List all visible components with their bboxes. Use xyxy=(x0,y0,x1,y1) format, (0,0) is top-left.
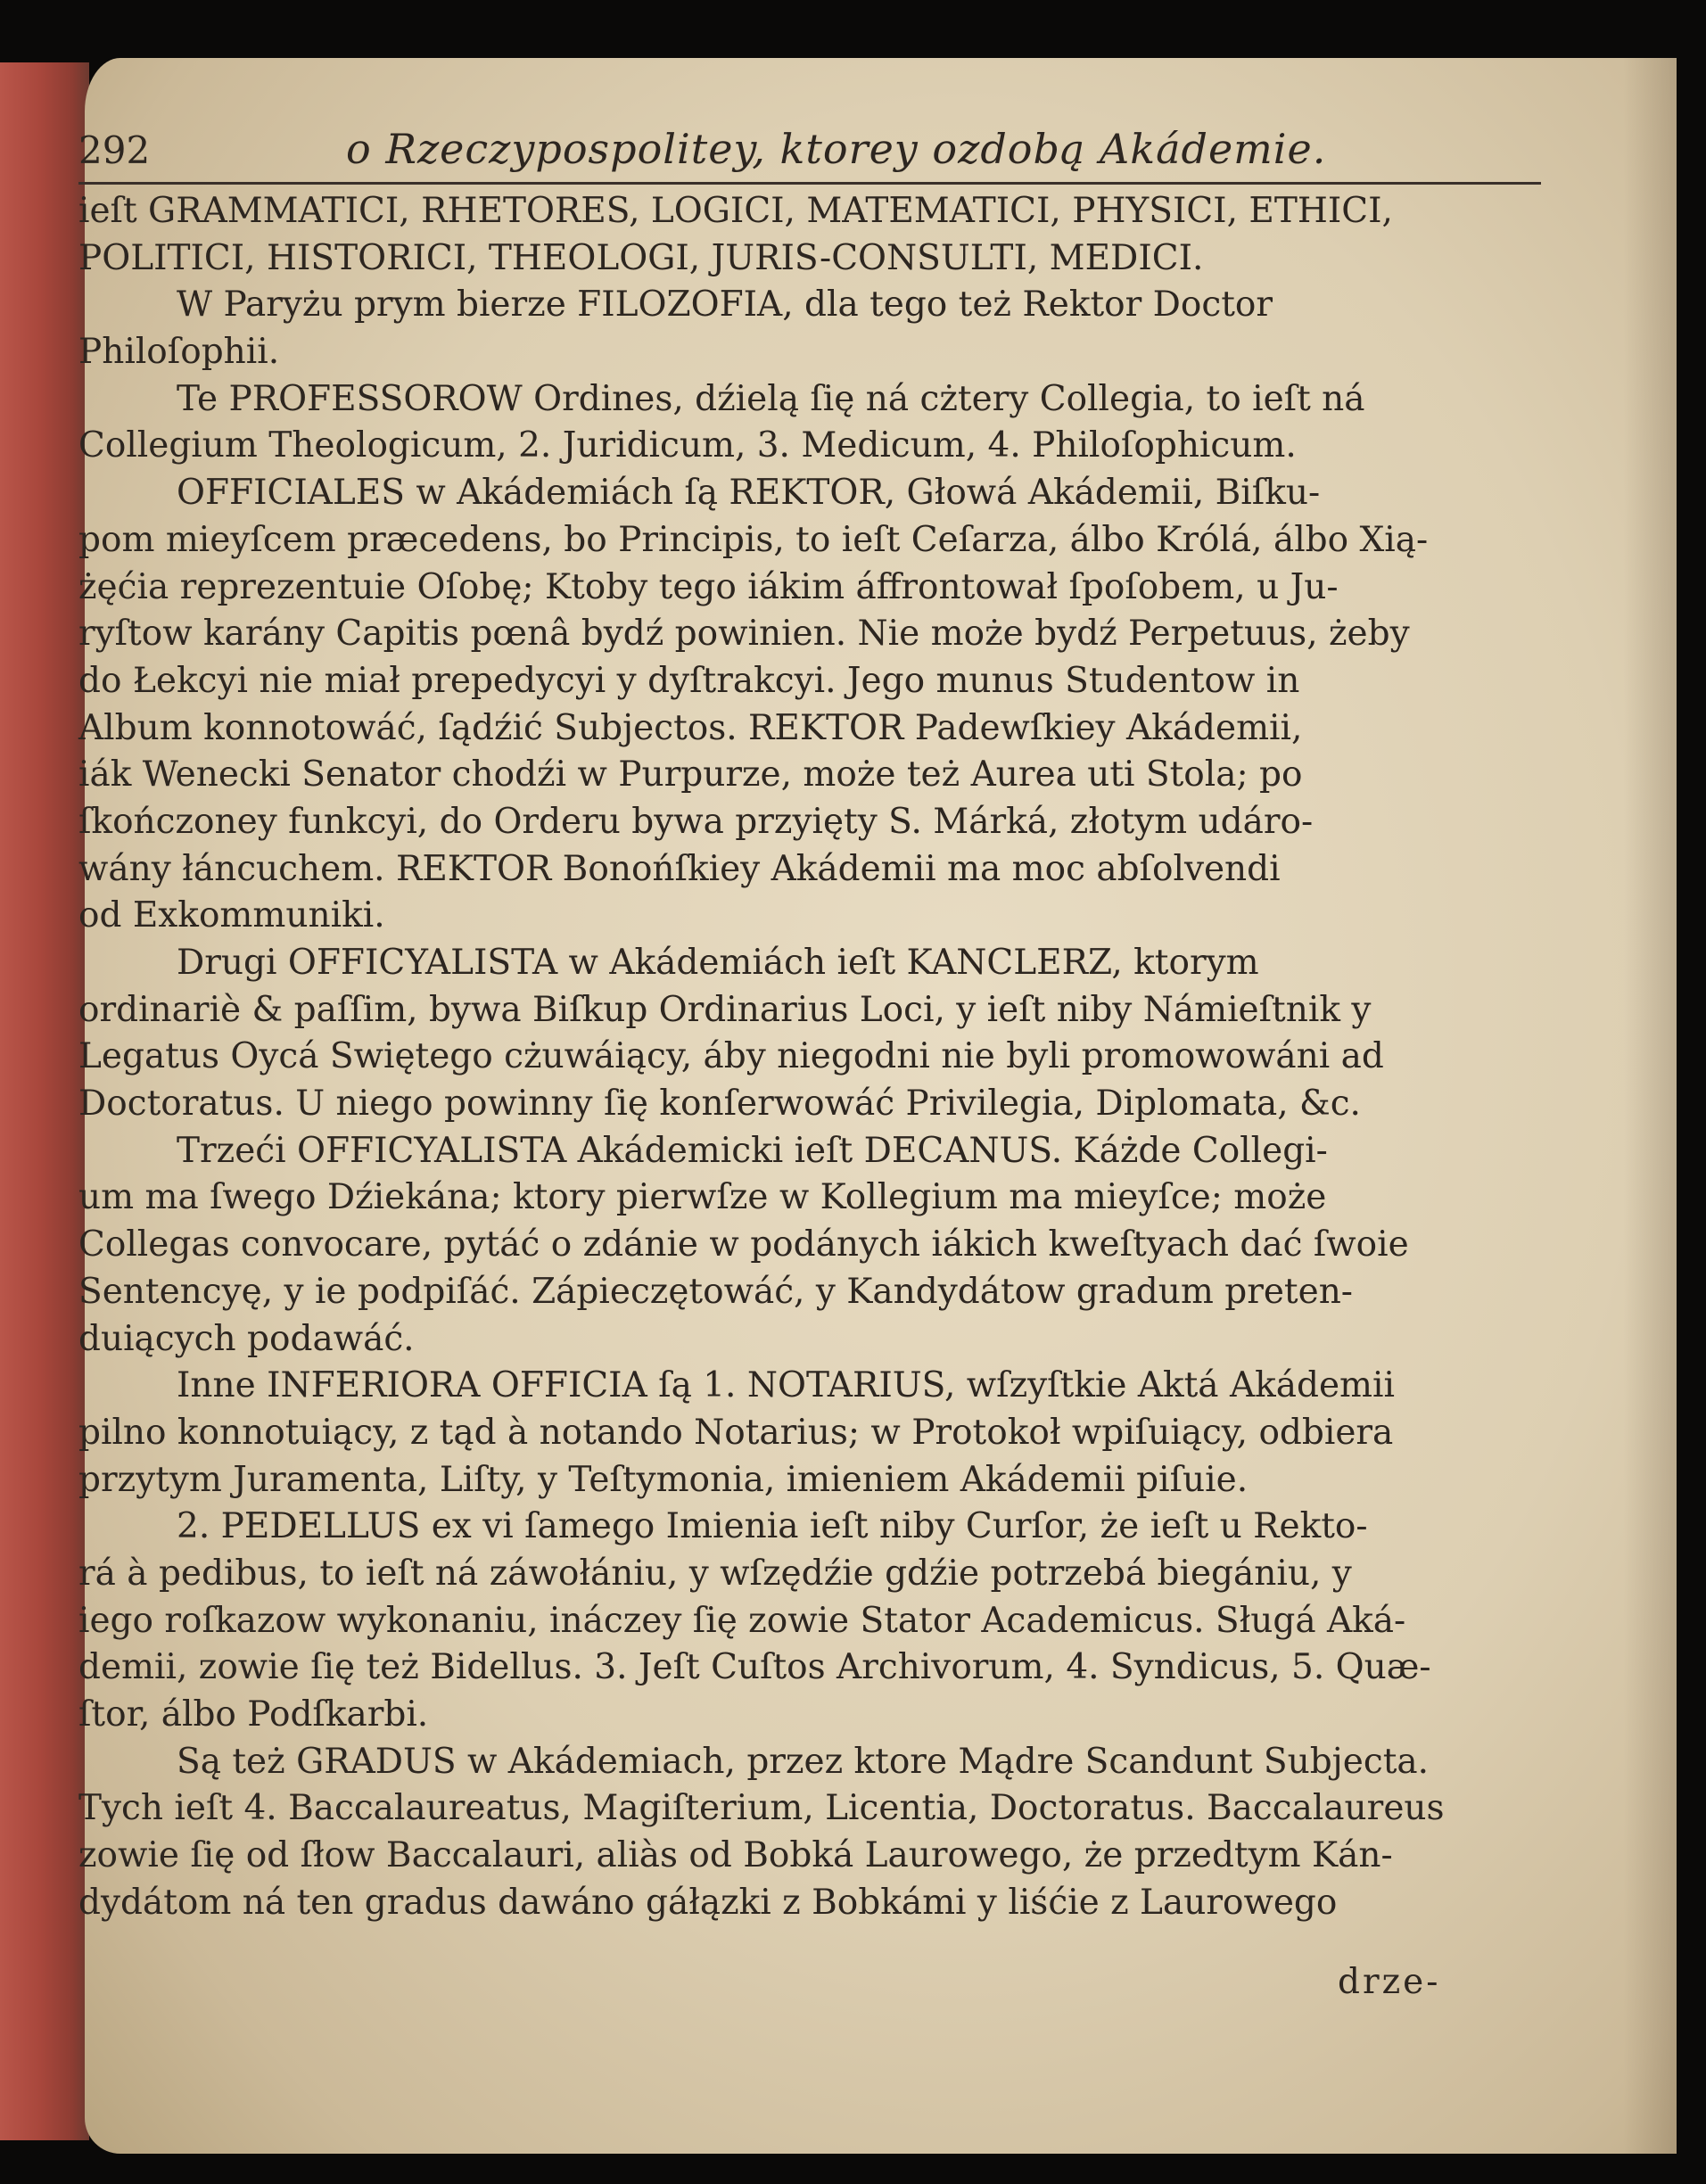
text-line: iák Wenecki Senator chodźi w Purpurze, może też Aurea uti Stola; po xyxy=(78,754,1303,795)
text-line: Są też GRADUS w Akádemiach, przez ktore Mądre Scandunt Subjecta. xyxy=(177,1741,1430,1782)
page-number: 292 xyxy=(78,128,151,172)
text-line: rá à pedibus, to ieſt ná záwołániu, y wſzędźie gdźie potrzebá biegániu, y xyxy=(78,1553,1352,1594)
text-line: OFFICIALES w Akádemiách ſą REKTOR, Głowá Akádemii, Biſku- xyxy=(177,473,1321,514)
text-line: zowie ſię od ſłow Baccalauri, aliàs od Bobká Laurowego, że przedtym Kán- xyxy=(78,1835,1393,1876)
text-line: do Łekcyi nie miał prepedycyi y dyſtrakcyi. Jego munus Studentow in xyxy=(78,660,1300,701)
text-line: Drugi OFFICYALISTA w Akádemiách ieſt KANCLERZ, ktorym xyxy=(177,943,1259,983)
text-line: Tych ieſt 4. Baccalaureatus, Magiſterium, Licentia, Doctoratus. Baccalaureus xyxy=(78,1788,1445,1829)
text-line: Doctoratus. U niego powinny ſię konſerwowáć Privilegia, Diplomata, &c. xyxy=(78,1084,1361,1125)
body-text xyxy=(78,188,1541,1926)
text-line: Album konnotowáć, ſądźić Subjectos. REKTOR Padewſkiey Akádemii, xyxy=(78,707,1303,748)
text-line: Te PROFESSOROW Ordines, dźielą ſię ná cżtery Collegia, to ieſt ná xyxy=(177,378,1365,419)
text-line: ſkończoney funkcyi, do Orderu bywa przyięty S. Márká, złotym udáro- xyxy=(78,801,1314,842)
text-line: duiących podawáć. xyxy=(78,1318,415,1359)
catchword: drze- xyxy=(1338,1962,1441,2002)
text-line: Philoſophii. xyxy=(78,332,280,373)
page-gutter-shadow xyxy=(1623,58,1677,2154)
text-line: POLITICI, HISTORICI, THEOLOGI, JURIS-CONSULTI, MEDICI. xyxy=(78,237,1204,278)
text-line: żęćia reprezentuie Oſobę; Ktoby tego iákim áffrontował ſpoſobem, u Ju- xyxy=(78,566,1339,607)
text-line: Sentencyę, y ie podpiſáć. Zápieczętowáć, y Kandydátow gradum preten- xyxy=(78,1271,1353,1312)
text-line: od Exkommuniki. xyxy=(78,895,385,936)
text-line: Collegium Theologicum, 2. Juridicum, 3. Medicum, 4. Philoſophicum. xyxy=(78,425,1297,466)
text-line: iego roſkazow wykonaniu, ináczey ſię zowie Stator Academicus. Sługá Aká- xyxy=(78,1600,1406,1641)
text-line: W Paryżu prym bierze FILOZOFIA, dla tego też Rektor Doctor xyxy=(177,284,1273,326)
text-line: wány łáncuchem. REKTOR Bonońſkiey Akádemii ma moc abſolvendi xyxy=(78,848,1281,889)
text-line: ieſt GRAMMATICI, RHETORES, LOGICI, MATEMATICI, PHYSICI, ETHICI, xyxy=(78,191,1393,231)
text-line: demii, zowie ſię też Bidellus. 3. Jeſt Cuſtos Archivorum, 4. Syndicus, 5. Quæ- xyxy=(78,1647,1431,1688)
text-line: um ma ſwego Dźiekána; ktory pierwſze w Kollegium ma mieyſce; może xyxy=(78,1177,1327,1218)
text-line: pilno konnotuiący, z tąd à notando Notarius; w Protokoł wpiſuiący, odbiera xyxy=(78,1412,1394,1453)
text-line: Inne INFERIORA OFFICIA ſą 1. NOTARIUS, wſzyſtkie Aktá Akádemii xyxy=(177,1365,1395,1406)
text-line: dydátom ná ten gradus dawáno gáłązki z Bobkámi y liśćie z Laurowego xyxy=(78,1882,1338,1923)
book-page-edges xyxy=(0,62,89,2140)
text-line: przytym Juramenta, Liſty, y Teſtymonia, imieniem Akádemii piſuie. xyxy=(78,1459,1249,1500)
text-line: Trzeći OFFICYALISTA Akádemicki ieſt DECANUS. Káżde Collegi- xyxy=(177,1130,1328,1171)
text-line: Collegas convocare, pytáć o zdánie w podánych iákich kweſtyach dać ſwoie xyxy=(78,1224,1409,1265)
text-line: Legatus Oycá Swiętego cżuwáiący, áby niegodni nie byli promowowáni ad xyxy=(78,1036,1384,1077)
text-line: ordinariè & paſſim, bywa Biſkup Ordinarius Loci, y ieſt niby Námieſtnik y xyxy=(78,989,1372,1030)
text-line: pom mieyſcem præcedens, bo Principis, to ieſt Ceſarza, álbo Królá, álbo Xią- xyxy=(78,519,1429,560)
text-line: ryſtow karány Capitis pœnâ bydź powinien. Nie może bydź Perpetuus, żeby xyxy=(78,614,1410,655)
page-text-block xyxy=(78,125,1541,1926)
text-line: ſtor, álbo Podſkarbi. xyxy=(78,1694,429,1735)
text-line: 2. PEDELLUS ex vi ſamego Imienia ieſt niby Curſor, że ieſt u Rekto- xyxy=(177,1506,1368,1547)
running-head: o Rzeczypospolitey, ktorey ozdobą Akádemie. xyxy=(346,125,1327,173)
page-header xyxy=(78,125,1541,185)
